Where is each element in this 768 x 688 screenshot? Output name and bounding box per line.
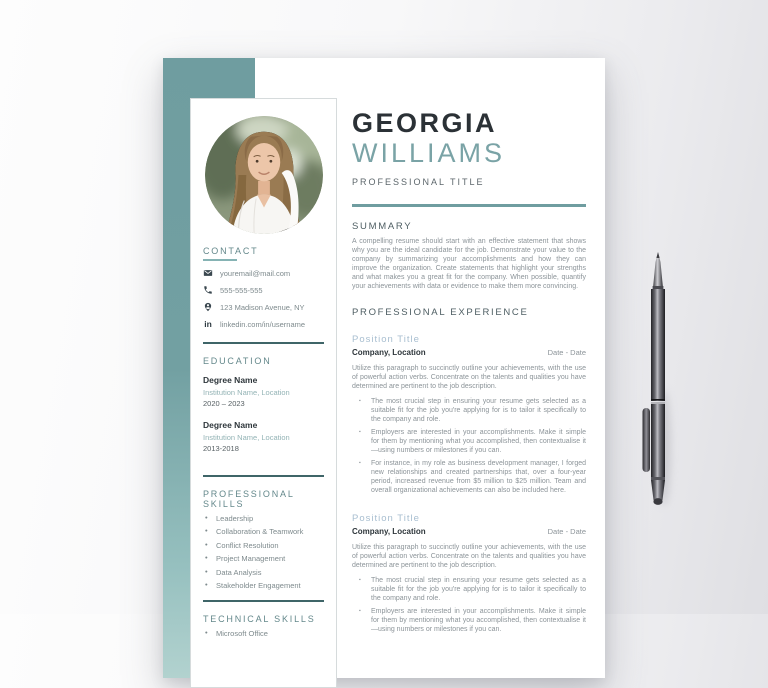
teal-side-strip: [163, 58, 190, 678]
technical-skills-list: [203, 629, 324, 638]
contact-address-text: 123 Madison Avenue, NY: [220, 302, 305, 312]
job-bullet-list: [352, 576, 586, 634]
contact-linkedin-text: linkedin.com/in/username: [220, 319, 306, 329]
sidebar-divider: [203, 475, 324, 477]
experience-heading: PROFESSIONAL EXPERIENCE: [352, 306, 529, 318]
institution-name: Institution Name, Location: [203, 387, 290, 397]
professional-skills-list: [203, 514, 324, 591]
woman-portrait-illustration: [205, 116, 323, 234]
skill-item: • Leadership: [203, 514, 324, 523]
education-years: 2013-2018: [203, 444, 239, 453]
education-entry: [203, 375, 324, 408]
sidebar-divider: [203, 342, 324, 344]
pen-prop: [636, 248, 682, 514]
contact-heading-underline: [203, 259, 237, 261]
institution-name: Institution Name, Location: [203, 432, 290, 442]
summary-text: A compelling resume should start with an effective statement that shows why you are the ideal candidate for the job. Demonstrate your value to the company by summarizing your accomplishments and how they can improve the organization. Create statements that highlight your strengths and what makes you a great fit for the company. When possible, quantify your achievements with data or evidence to make them more convincing.: [352, 237, 586, 290]
skill-item: • Data Analysis: [203, 568, 324, 577]
contact-email-text: youremail@mail.com: [220, 268, 291, 278]
skill-item: • Microsoft Office: [203, 629, 324, 638]
company-location: Company, Location: [352, 347, 426, 357]
professional-skills-heading: PROFESSIONAL SKILLS: [203, 489, 295, 509]
last-name: WILLIAMS: [352, 138, 506, 168]
company-date-row: [352, 348, 586, 357]
job-bullet-list: [352, 397, 586, 495]
contact-phone-text: 555-555-555: [220, 285, 263, 295]
main-column: [352, 108, 586, 634]
job-dates: Date - Date: [547, 526, 586, 536]
technical-skills-heading: TECHNICAL SKILLS: [203, 614, 316, 624]
job-dates: Date - Date: [547, 347, 586, 357]
position-title: Position Title: [352, 512, 420, 524]
job-entry: [352, 334, 586, 495]
skill-item: • Project Management: [203, 554, 324, 563]
contact-item-phone: [203, 285, 324, 295]
skill-item: • Collaboration & Teamwork: [203, 527, 324, 536]
sidebar: [190, 98, 337, 688]
degree-name: Degree Name: [203, 420, 258, 430]
job-bullet: ▪ For instance, in my role as business development manager, I forged new relationships and created partnerships that, over a four-year period, increased revenue from $5 million to $25 million. Team and overall organizational achievements can also be included here.: [358, 459, 586, 495]
job-bullet: ▪ The most crucial step in ensuring your resume gets selected as a suitable fit for the job you're applying for is to tailor it specifically to the company and role.: [358, 397, 586, 424]
contact-item-linkedin: [203, 319, 324, 329]
job-description: Utilize this paragraph to succinctly outline your achievements, with the use of powerful action verbs. Concentrate on the talents and qualities you have determined are pertinent to the job description.: [352, 543, 586, 569]
job-entry: [352, 513, 586, 634]
job-bullet: ▪ Employers are interested in your accomplishments. Make it simple for them by mentioning what you accomplished, then contextualise it—using numbers or milestones if you can.: [358, 428, 586, 455]
contact-heading: CONTACT: [203, 246, 259, 256]
position-title: Position Title: [352, 333, 420, 345]
pen-clip: [643, 408, 651, 472]
contact-item-email: [203, 268, 324, 278]
sidebar-divider: [203, 600, 324, 602]
first-name: GEORGIA: [352, 108, 498, 138]
skill-item: • Conflict Resolution: [203, 541, 324, 550]
location-icon: [203, 302, 213, 312]
education-years: 2020 – 2023: [203, 399, 245, 408]
profile-photo: [205, 116, 323, 234]
resume-page: [163, 58, 605, 678]
company-location: Company, Location: [352, 526, 426, 536]
job-bullet: ▪ Employers are interested in your accomplishments. Make it simple for them by mentioning what you accomplished, then contextualise it—using numbers or milestones if you can.: [358, 607, 586, 634]
professional-title: PROFESSIONAL TITLE: [352, 177, 485, 187]
summary-heading: SUMMARY: [352, 220, 413, 232]
education-heading: EDUCATION: [203, 356, 272, 366]
job-bullet: ▪ The most crucial step in ensuring your resume gets selected as a suitable fit for the job you're applying for is to tailor it specifically to the company and role.: [358, 576, 586, 603]
job-description: Utilize this paragraph to succinctly outline your achievements, with the use of powerful action verbs. Concentrate on the talents and qualities you have determined are pertinent to the job description.: [352, 364, 586, 390]
skill-item: • Stakeholder Engagement: [203, 581, 324, 590]
email-icon: [203, 268, 213, 278]
teal-rule: [352, 204, 586, 207]
company-date-row: [352, 527, 586, 536]
degree-name: Degree Name: [203, 375, 258, 385]
contact-item-address: [203, 302, 324, 312]
phone-icon: [203, 285, 213, 295]
linkedin-icon: in: [204, 319, 212, 329]
education-entry: [203, 420, 324, 453]
